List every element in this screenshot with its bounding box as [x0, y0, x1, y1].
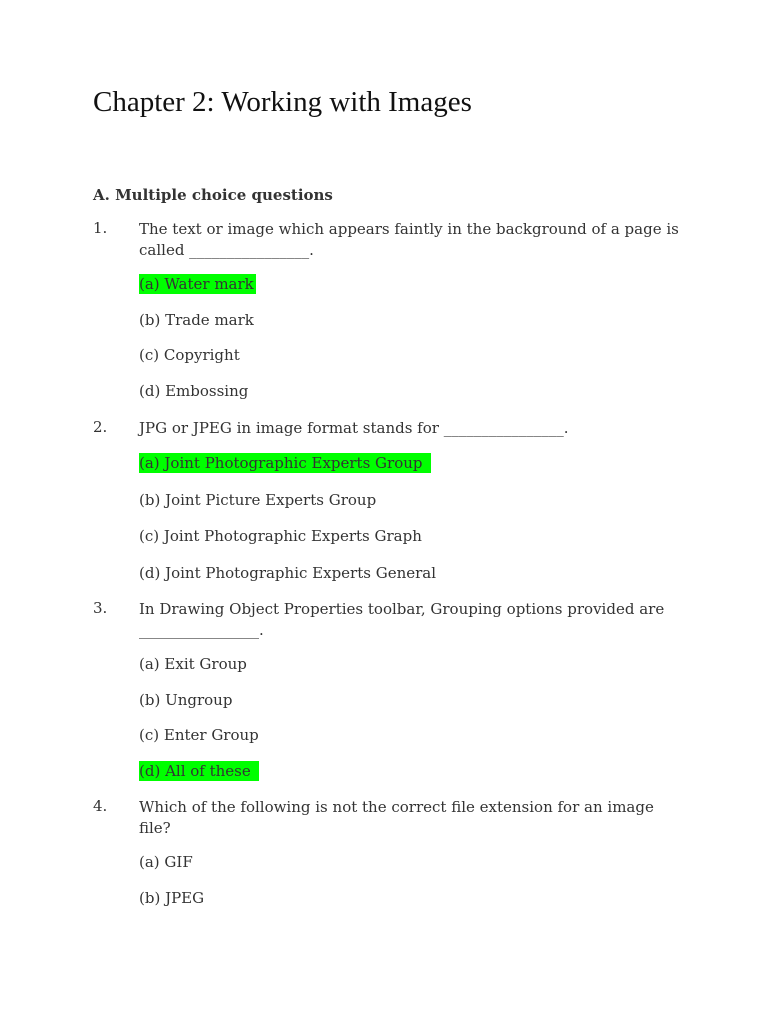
option: (a) GIF [139, 853, 193, 871]
option-correct: (a) Water mark [139, 275, 254, 293]
option: (b) JPEG [139, 889, 205, 907]
question-number: 2. [93, 418, 108, 436]
option: (a) Exit Group [139, 655, 247, 673]
option-correct: (d) All of these [139, 761, 259, 781]
option: (d) Embossing [139, 382, 249, 400]
chapter-title: Chapter 2: Working with Images [93, 86, 472, 118]
question-number: 4. [93, 797, 108, 815]
option: (c) Joint Photographic Experts Graph [139, 527, 422, 545]
question-text: The text or image which appears faintly in the background of a page is called ________________. [139, 220, 679, 259]
question-number: 3. [93, 599, 108, 617]
option-correct: (a) Joint Photographic Experts Group [139, 453, 431, 473]
question-number: 1. [93, 219, 108, 237]
question-text: Which of the following is not the correct file extension for an image file? [139, 798, 654, 837]
option: (b) Trade mark [139, 311, 254, 329]
question-text: JPG or JPEG in image format stands for ________________. [139, 419, 569, 437]
option: (d) Joint Photographic Experts General [139, 564, 437, 582]
option: (c) Copyright [139, 346, 240, 364]
question-text: In Drawing Object Properties toolbar, Grouping options provided are ________________. [139, 600, 665, 639]
option: (b) Ungroup [139, 691, 233, 709]
option: (b) Joint Picture Experts Group [139, 491, 377, 509]
option: (c) Enter Group [139, 726, 259, 744]
section-heading: A. Multiple choice questions [93, 186, 333, 204]
